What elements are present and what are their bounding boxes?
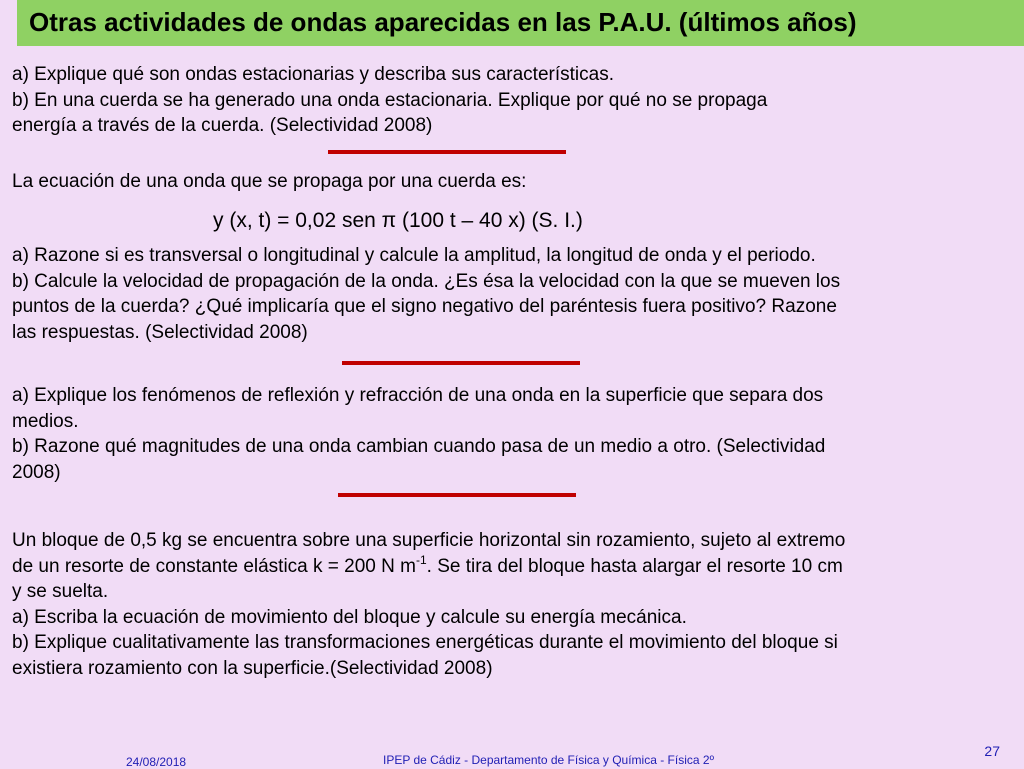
separator-line	[342, 361, 580, 365]
footer-institution: IPEP de Cádiz - Departamento de Física y Química - Física 2º	[383, 753, 714, 767]
separator-line	[328, 150, 566, 154]
superscript: -1	[415, 552, 427, 567]
text-line: Un bloque de 0,5 kg se encuentra sobre una superficie horizontal sin rozamiento, sujeto al extremo	[12, 530, 846, 551]
page-title: Otras actividades de ondas aparecidas en las P.A.U. (últimos años)	[29, 7, 857, 37]
exercise-1	[12, 62, 767, 139]
exercise-3	[12, 383, 825, 485]
text-line: las respuestas. (Selectividad 2008)	[12, 321, 308, 343]
text-line: a) Razone si es transversal o longitudinal y calcule la amplitud, la longitud de onda y el periodo.	[12, 245, 816, 266]
text-line: energía a través de la cuerda. (Selectividad 2008)	[12, 115, 433, 136]
text-line: b) En una cuerda se ha generado una onda estacionaria. Explique por qué no se propaga	[12, 89, 768, 111]
text-line: a) Escriba la ecuación de movimiento del bloque y calcule su energía mecánica.	[12, 606, 687, 628]
title-bar	[17, 0, 1024, 46]
exercise-2	[12, 243, 840, 345]
text-line: La ecuación de una onda que se propaga por una cuerda es:	[12, 171, 527, 192]
text-line: existiera rozamiento con la superficie.(Selectividad 2008)	[12, 657, 493, 679]
separator-line	[338, 493, 576, 497]
text-line: b) Explique cualitativamente las transformaciones energéticas durante el movimiento del bloque si	[12, 632, 838, 653]
text-line: b) Razone qué magnitudes de una onda cambian cuando pasa de un medio a otro. (Selectividad	[12, 436, 826, 457]
text-segment: de un resorte de constante elástica k = 200 N m	[12, 555, 416, 577]
text-line: a) Explique los fenómenos de reflexión y refracción de una onda en la superficie que separa dos	[12, 385, 824, 406]
text-line: a) Explique qué son ondas estacionarias y describa sus características.	[12, 64, 614, 85]
text-line	[12, 554, 845, 580]
exercise-4	[12, 528, 845, 681]
text-line: y se suelta.	[12, 581, 109, 602]
text-segment: . Se tira del bloque hasta alargar el resorte 10 cm	[426, 555, 843, 577]
footer-date: 24/08/2018	[126, 755, 187, 769]
text-line: 2008)	[12, 461, 61, 483]
page-number: 27	[984, 743, 1000, 759]
text-line: medios.	[12, 410, 79, 432]
exercise-2-intro	[12, 169, 526, 195]
wave-equation: y (x, t) = 0,02 sen π (100 t – 40 x) (S. I.)	[213, 209, 583, 232]
text-line: b) Calcule la velocidad de propagación de la onda. ¿Es ésa la velocidad con la que se mueven los	[12, 270, 841, 292]
text-line: puntos de la cuerda? ¿Qué implicaría que el signo negativo del paréntesis fuera positivo? Razone	[12, 296, 837, 317]
